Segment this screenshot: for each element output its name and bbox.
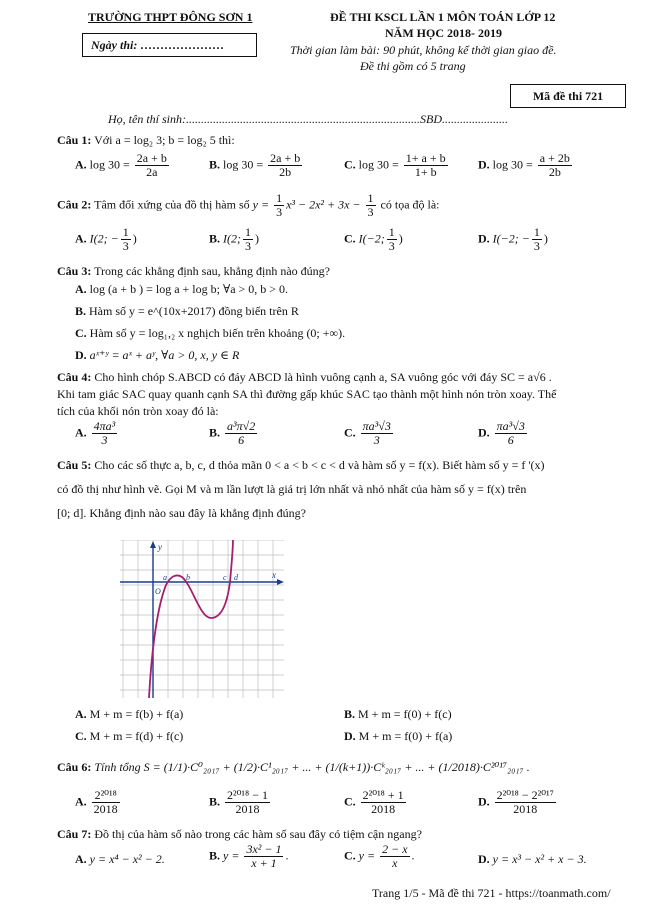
q6-b-den: 2018 bbox=[235, 802, 260, 816]
q3-option-b[interactable] bbox=[75, 304, 299, 319]
q6-a-num: 2²⁰¹⁸ bbox=[92, 789, 120, 803]
q7-d-label: D. bbox=[478, 852, 490, 866]
q4-option-c[interactable] bbox=[344, 420, 395, 447]
q2-d-den: 3 bbox=[533, 239, 540, 253]
q7-c-num: 2 − x bbox=[382, 842, 408, 856]
q2-b-num: 1 bbox=[245, 225, 252, 239]
q5-b-text: M + m = f(0) + f(c) bbox=[358, 707, 452, 721]
q4-option-a[interactable] bbox=[75, 420, 119, 447]
q4-label: Câu 4: bbox=[57, 370, 92, 384]
q4-a-label: A. bbox=[75, 425, 87, 440]
q1-d-den: 2b bbox=[548, 165, 561, 179]
q5-d-label: D. bbox=[344, 729, 356, 743]
q4-b-den: 6 bbox=[238, 433, 245, 447]
x-axis-arrow bbox=[277, 579, 284, 585]
graph-x-label: x bbox=[272, 570, 276, 580]
q5-label: Câu 5: bbox=[57, 458, 92, 472]
q3-b-text: Hàm số y = e^(10x+2017) đồng biến trên R bbox=[89, 304, 299, 318]
q2-c-num: 1 bbox=[388, 225, 395, 239]
q5-option-b[interactable] bbox=[344, 707, 452, 722]
q4-c-frac bbox=[361, 420, 393, 447]
q5-a-label: A. bbox=[75, 707, 87, 721]
q2-b-frac bbox=[243, 226, 253, 253]
q1-c-num: 1+ a + b bbox=[405, 151, 446, 165]
q2-text-pre: Tâm đối xứng của đồ thị hàm số bbox=[94, 197, 250, 212]
q1-c-label: C. bbox=[344, 157, 356, 172]
q5-line3: [0; d]. Khẳng định nào sau đây là khẳng định đúng? bbox=[57, 506, 306, 520]
q4-b-label: B. bbox=[209, 425, 221, 440]
q2-b-post: ) bbox=[255, 231, 260, 246]
q1-b-frac bbox=[268, 152, 302, 179]
graph-y-label: y bbox=[158, 542, 162, 552]
q1-a-label: A. bbox=[75, 157, 87, 172]
q2-d-label: D. bbox=[478, 231, 490, 246]
q2-c-pre: I(−2; bbox=[358, 231, 385, 246]
q6-b-label: B. bbox=[209, 794, 221, 809]
q1-c-pre: log 30 = bbox=[358, 157, 399, 172]
q2-option-c[interactable] bbox=[344, 226, 403, 253]
q2-a-post: ) bbox=[132, 231, 137, 246]
q5-a-text: M + m = f(b) + f(a) bbox=[89, 707, 184, 721]
pages-note: Đề thi gồm có 5 trang bbox=[360, 59, 466, 73]
graph-c-label: c bbox=[223, 573, 227, 582]
q1-b-num: 2a + b bbox=[270, 151, 301, 165]
q4-option-d[interactable] bbox=[478, 420, 529, 447]
q7-c-frac bbox=[380, 843, 409, 870]
exam-title: ĐỀ THI KSCL LẦN 1 MÔN TOÁN LỚP 12 bbox=[330, 10, 556, 24]
q7-option-a[interactable] bbox=[75, 852, 165, 867]
q4-line3: tích của khối nón tròn xoay đó là: bbox=[57, 404, 219, 418]
q2-b-den: 3 bbox=[245, 239, 252, 253]
q6-option-a[interactable] bbox=[75, 789, 122, 816]
q4-option-b[interactable] bbox=[209, 420, 259, 447]
q1-c-den: 1+ b bbox=[414, 165, 437, 179]
q3-a-text: log (a + b ) = log a + log b; ∀a > 0, b > 0. bbox=[89, 282, 289, 296]
q7-b-frac bbox=[244, 843, 283, 870]
q2-a-label: A. bbox=[75, 231, 87, 246]
q6-text: Tính tổng S = (1/1)·C⁰₂₀₁₇ + (1/2)·C¹₂₀₁₇ + ... + (1/(k+1))·Cᵏ₂₀₁₇ + ... + (1/2018)·C²⁰¹⁷₂₀₁₇ . bbox=[94, 760, 530, 774]
q5-c-text: M + m = f(d) + f(c) bbox=[89, 729, 184, 743]
q5-b-label: B. bbox=[344, 707, 356, 721]
q6-option-b[interactable] bbox=[209, 789, 272, 816]
q6-a-frac bbox=[92, 789, 120, 816]
q2-option-d[interactable] bbox=[478, 226, 548, 253]
time-note: Thời gian làm bài: 90 phút, không kể thời gian giao đề. bbox=[290, 43, 557, 57]
q3-option-d[interactable] bbox=[75, 348, 239, 363]
graph-d-label: d bbox=[234, 573, 238, 582]
graph-origin-label: O bbox=[155, 587, 161, 596]
q3-a-label: A. bbox=[75, 282, 87, 296]
q4-c-num: πa³√3 bbox=[362, 419, 391, 433]
q6-option-d[interactable] bbox=[478, 789, 558, 816]
q1-a-num: 2a + b bbox=[136, 151, 167, 165]
q7-d-text: y = x³ − x² + x − 3. bbox=[492, 852, 587, 866]
q6-c-num: 2²⁰¹⁸ + 1 bbox=[362, 788, 404, 802]
q7-b-post: . bbox=[285, 848, 289, 863]
q2-label: Câu 2: bbox=[57, 197, 92, 212]
q2-d-pre: I(−2; − bbox=[492, 231, 530, 246]
q1-d-frac bbox=[538, 152, 572, 179]
q7-b-den: x + 1 bbox=[251, 856, 277, 870]
q7-label: Câu 7: bbox=[57, 827, 92, 841]
q5-line1 bbox=[57, 458, 545, 473]
q7-text: Đồ thị của hàm số nào trong các hàm số sau đây có tiệm cận ngang? bbox=[94, 827, 422, 841]
q6-c-label: C. bbox=[344, 794, 356, 809]
q7-c-den: x bbox=[392, 856, 398, 870]
q3-d-label: D. bbox=[75, 348, 87, 362]
q5-line1-text: Cho các số thực a, b, c, d thỏa mãn 0 < a < b < c < d và hàm số y = f(x). Biết hàm số y = f '(x) bbox=[94, 458, 545, 472]
q6-option-c[interactable] bbox=[344, 789, 408, 816]
graph-grid bbox=[120, 540, 284, 698]
date-label: Ngày thi: ………………… bbox=[91, 38, 225, 52]
q3-b-label: B. bbox=[75, 304, 87, 318]
q7-b-pre: y = bbox=[223, 848, 240, 863]
q6-d-frac bbox=[495, 789, 556, 816]
q3-option-c[interactable] bbox=[75, 326, 345, 341]
q5-line2: có đồ thị như hình vẽ. Gọi M và m lần lượt là giá trị lớn nhất và nhỏ nhất của hàm số y = f(x) trên bbox=[57, 482, 527, 496]
q1-stem bbox=[57, 133, 235, 148]
graph-a-label: a bbox=[163, 573, 167, 582]
q2-c-label: C. bbox=[344, 231, 356, 246]
q4-b-num: a³π√2 bbox=[227, 419, 256, 433]
exam-code: Mã đề thi 721 bbox=[532, 89, 604, 103]
q2-text-post: có tọa độ là: bbox=[380, 197, 440, 212]
q1-b-label: B. bbox=[209, 157, 221, 172]
q1-text: Với a = log₂ 3; b = log₂ 5 thì: bbox=[94, 133, 235, 147]
q6-b-frac bbox=[225, 789, 270, 816]
q2-a-pre: I(2; − bbox=[89, 231, 119, 246]
q4-d-num: πa³√3 bbox=[496, 419, 525, 433]
q2-c-frac bbox=[387, 226, 397, 253]
q2-a-den: 3 bbox=[122, 239, 129, 253]
q2-f2-den: 3 bbox=[367, 205, 374, 219]
q7-stem bbox=[57, 827, 422, 842]
q1-label: Câu 1: bbox=[57, 133, 92, 147]
y-axis-arrow bbox=[150, 541, 156, 548]
q2-c-den: 3 bbox=[388, 239, 395, 253]
q2-f1 bbox=[274, 192, 284, 219]
q3-stem bbox=[57, 264, 330, 279]
q6-d-label: D. bbox=[478, 794, 490, 809]
q6-c-frac bbox=[361, 789, 406, 816]
q7-a-text: y = x⁴ − x² − 2. bbox=[89, 852, 165, 866]
q5-option-c[interactable] bbox=[75, 729, 183, 744]
q2-f1-num: 1 bbox=[276, 191, 283, 205]
date-box bbox=[82, 33, 257, 57]
q5-c-label: C. bbox=[75, 729, 87, 743]
derivative-curve bbox=[149, 540, 233, 698]
q1-c-frac bbox=[404, 152, 448, 179]
q4-a-den: 3 bbox=[101, 433, 108, 447]
q6-a-label: A. bbox=[75, 794, 87, 809]
q1-option-a[interactable] bbox=[75, 152, 171, 179]
q1-option-b[interactable] bbox=[209, 152, 304, 179]
q4-c-label: C. bbox=[344, 425, 356, 440]
q4-line1 bbox=[57, 370, 552, 385]
q5-derivative-graph bbox=[120, 540, 284, 698]
school-year: NĂM HỌC 2018- 2019 bbox=[385, 26, 502, 40]
q3-label: Câu 3: bbox=[57, 264, 92, 278]
q4-a-frac bbox=[92, 420, 118, 447]
q2-f1-rest: x³ − 2x² + 3x − bbox=[286, 197, 361, 212]
q1-a-pre: log 30 = bbox=[89, 157, 130, 172]
q2-a-frac bbox=[121, 226, 131, 253]
q2-d-post: ) bbox=[543, 231, 548, 246]
q7-option-b[interactable] bbox=[209, 843, 288, 870]
q1-b-den: 2b bbox=[279, 165, 292, 179]
q3-c-text: Hàm số y = log₁,₂ x nghịch biến trên khoảng (0; +∞). bbox=[89, 326, 346, 340]
q1-d-num: a + 2b bbox=[539, 151, 570, 165]
q2-f2-num: 1 bbox=[367, 191, 374, 205]
q7-a-label: A. bbox=[75, 852, 87, 866]
q2-b-label: B. bbox=[209, 231, 221, 246]
q4-d-label: D. bbox=[478, 425, 490, 440]
q1-a-frac bbox=[135, 152, 169, 179]
q4-c-den: 3 bbox=[373, 433, 380, 447]
q7-b-num: 3x² − 1 bbox=[246, 842, 282, 856]
q5-option-d[interactable] bbox=[344, 729, 452, 744]
q7-c-label: C. bbox=[344, 848, 356, 863]
q4-line2: Khi tam giác SAC quay quanh cạnh SA thì đường gấp khúc SAC tạo thành một hình nón tròn xoay. Thể bbox=[57, 387, 557, 401]
q1-option-c[interactable] bbox=[344, 152, 450, 179]
q2-c-post: ) bbox=[398, 231, 403, 246]
q7-option-d[interactable] bbox=[478, 852, 587, 867]
q3-c-label: C. bbox=[75, 326, 87, 340]
q6-c-den: 2018 bbox=[371, 802, 396, 816]
q5-d-text: M + m = f(0) + f(a) bbox=[358, 729, 453, 743]
q3-option-a[interactable] bbox=[75, 282, 288, 297]
q2-a-num: 1 bbox=[122, 225, 129, 239]
q1-option-d[interactable] bbox=[478, 152, 574, 179]
q2-d-frac bbox=[532, 226, 542, 253]
q3-d-text: aˣ⁺ʸ = aˣ + aʸ, ∀a > 0, x, y ∈ R bbox=[89, 348, 240, 362]
q2-option-a[interactable] bbox=[75, 226, 137, 253]
q1-b-pre: log 30 = bbox=[223, 157, 264, 172]
school-name: TRƯỜNG THPT ĐÔNG SƠN 1 bbox=[88, 10, 253, 24]
q7-c-pre: y = bbox=[358, 848, 376, 863]
q4-a-num: 4πa³ bbox=[93, 419, 116, 433]
q1-d-pre: log 30 = bbox=[492, 157, 533, 172]
q6-d-den: 2018 bbox=[513, 802, 538, 816]
exam-code-box bbox=[510, 84, 626, 108]
q2-fn-y: y = bbox=[252, 197, 270, 212]
q2-b-pre: I(2; bbox=[223, 231, 242, 246]
q6-b-num: 2²⁰¹⁸ − 1 bbox=[227, 788, 268, 802]
q6-a-den: 2018 bbox=[93, 802, 118, 816]
q4-line1-text: Cho hình chóp S.ABCD có đáy ABCD là hình vuông cạnh a, SA vuông góc với đáy SC = a√6 . bbox=[94, 370, 552, 384]
q4-d-den: 6 bbox=[507, 433, 514, 447]
graph-b-label: b bbox=[186, 573, 190, 582]
q4-d-frac bbox=[495, 420, 527, 447]
q2-f2 bbox=[366, 192, 376, 219]
q5-option-a[interactable] bbox=[75, 707, 183, 722]
q6-d-num: 2²⁰¹⁸ − 2²⁰¹⁷ bbox=[496, 788, 554, 802]
q7-c-post: . bbox=[411, 848, 415, 863]
q1-d-label: D. bbox=[478, 157, 490, 172]
q7-option-c[interactable] bbox=[344, 843, 415, 870]
q1-a-den: 2a bbox=[146, 165, 158, 179]
q6-label: Câu 6: bbox=[57, 760, 92, 774]
q2-d-num: 1 bbox=[533, 225, 540, 239]
q7-b-label: B. bbox=[209, 848, 221, 863]
q2-f1-den: 3 bbox=[276, 205, 283, 219]
q2-option-b[interactable] bbox=[209, 226, 259, 253]
q4-b-frac bbox=[225, 420, 257, 447]
page-footer: Trang 1/5 - Mã đề thi 721 - https://toanmath.com/ bbox=[372, 886, 611, 900]
q3-text: Trong các khẳng định sau, khẳng định nào đúng? bbox=[94, 264, 330, 278]
q6-stem bbox=[57, 760, 530, 775]
q2-stem bbox=[57, 192, 440, 219]
student-line: Họ, tên thí sinh:..............................................................................SBD...................... bbox=[108, 112, 508, 126]
